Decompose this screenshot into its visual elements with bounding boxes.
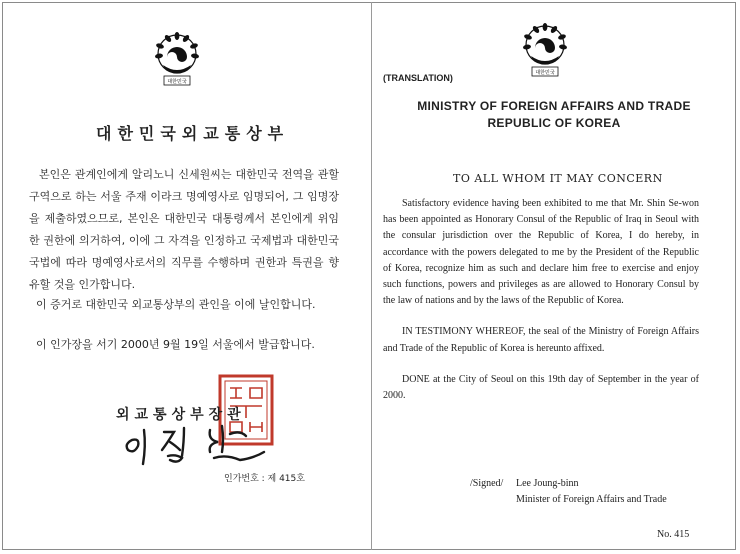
government-emblem-icon-translation — [518, 18, 572, 80]
ministry-heading-line1: MINISTRY OF FOREIGN AFFAIRS AND TRADE — [417, 99, 691, 113]
government-emblem-icon — [150, 27, 204, 89]
right-certificate-number: No. 415 — [657, 529, 690, 540]
signer-title: Minister of Foreign Affairs and Trade — [516, 494, 667, 505]
salutation-heading: TO ALL WHOM IT MAY CONCERN — [453, 172, 663, 185]
translation-tag: (TRANSLATION) — [383, 73, 453, 83]
body-paragraph-testimony: IN TESTIMONY WHEREOF, the seal of the Ministry of Foreign Affairs and Trade of the Republic of Korea is hereunto affixed. — [383, 326, 699, 354]
right-body-text — [383, 196, 699, 419]
svg-text:대한민국: 대한민국 — [167, 79, 187, 85]
left-certificate-number: 인가번호 : 제 415호 — [224, 474, 305, 484]
body-paragraph-recognition: Satisfactory evidence having been exhibited to me that Mr. Shin Se-won has been appointed as Honorary Consul of the Republic of Iraq in Seoul with the consular jurisdiction over the Republic of Korea, I do hereby, in accordance with the powers delegated to me by the President of the Republic of Korea, recognize him as such and declare him free to exercise and enjoy such functions, powers and privileges as are allowed to Honorary Consul by the law of nations and by the laws of the Republic of Korea. — [383, 198, 699, 307]
left-page-title: 대한민국외교통상부 — [96, 124, 290, 143]
left-seal-statement: 이 증거로 대한민국 외교통상부의 관인을 이에 날인합니다. — [36, 298, 316, 311]
signed-label: /Signed/ — [470, 478, 504, 489]
left-body-paragraph: 본인은 관계인에게 알리노니 신세원씨는 대한민국 전역을 관할 구역으로 하는 서울 주재 이라크 명예영사로 임명되어, 그 임명장을 제출하였으므로, 본인은 대한민국 대통령께서 본인에게 위임한 권한에 의거하여, 이에 그 자격을 인정하고 국제법과 대한민국 국법에 따라 명예영사로서의 직무를 수행하며 권한과 특권을 향유할 것을 인가합니다. — [29, 168, 339, 291]
left-body-text — [29, 164, 339, 296]
body-paragraph-done: DONE at the City of Seoul on this 19th day of September in the year of 2000. — [383, 373, 699, 402]
page-divider — [371, 2, 372, 550]
left-official-title: 외교통상부장관 — [116, 407, 246, 423]
ministry-heading-line2: REPUBLIC OF KOREA — [487, 116, 621, 130]
handwritten-signature-korean — [118, 418, 278, 466]
signer-name: Lee Joung-binn — [516, 478, 579, 489]
left-issue-date: 이 인가장을 서기 2000년 9월 19일 서울에서 발급합니다. — [36, 338, 315, 351]
svg-text:대한민국: 대한민국 — [535, 70, 555, 76]
